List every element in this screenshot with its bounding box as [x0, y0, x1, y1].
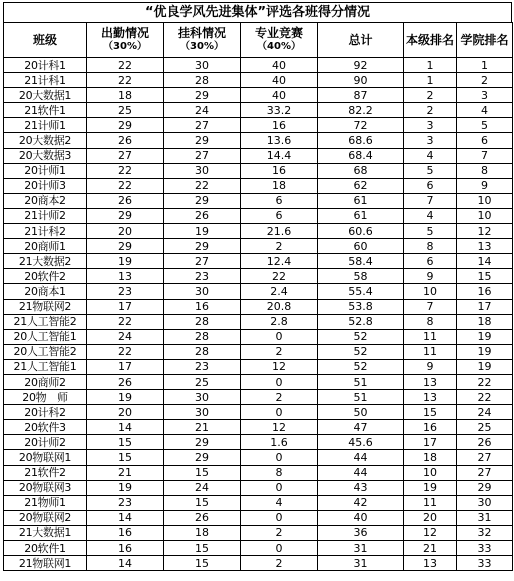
cell-fail: 23: [164, 269, 241, 284]
cell-total: 61: [318, 193, 404, 208]
cell-level-rank: 9: [404, 359, 457, 374]
cell-total: 62: [318, 178, 404, 193]
table-row: [4, 541, 513, 556]
cell-college-rank: 22: [457, 390, 513, 405]
cell-competition: 0: [241, 541, 318, 556]
table-row: [4, 284, 513, 299]
cell-competition: 6: [241, 208, 318, 223]
cell-level-rank: 17: [404, 435, 457, 450]
cell-total: 55.4: [318, 284, 404, 299]
cell-level-rank: 9: [404, 269, 457, 284]
cell-total: 87: [318, 88, 404, 103]
cell-fail: 15: [164, 495, 241, 510]
cell-competition: 13.6: [241, 133, 318, 148]
cell-competition: 40: [241, 58, 318, 73]
cell-class: 20软件1: [4, 541, 87, 556]
table-row: [4, 148, 513, 163]
table-row: [4, 299, 513, 314]
cell-total: 68: [318, 163, 404, 178]
cell-competition: 12: [241, 359, 318, 374]
cell-competition: 2: [241, 525, 318, 540]
table-row: [4, 359, 513, 374]
cell-class: 21大数据2: [4, 254, 87, 269]
cell-college-rank: 19: [457, 329, 513, 344]
cell-fail: 15: [164, 541, 241, 556]
cell-level-rank: 4: [404, 208, 457, 223]
cell-attendance: 19: [87, 254, 164, 269]
cell-class: 21计科1: [4, 73, 87, 88]
cell-attendance: 22: [87, 178, 164, 193]
header-row: [4, 23, 513, 58]
cell-attendance: 22: [87, 73, 164, 88]
cell-attendance: 20: [87, 224, 164, 239]
cell-attendance: 23: [87, 495, 164, 510]
cell-level-rank: 10: [404, 465, 457, 480]
cell-attendance: 14: [87, 556, 164, 571]
table-row: [4, 344, 513, 359]
cell-class: 21软件2: [4, 465, 87, 480]
cell-total: 58: [318, 269, 404, 284]
cell-competition: 12.4: [241, 254, 318, 269]
table-row: [4, 390, 513, 405]
cell-competition: 22: [241, 269, 318, 284]
cell-level-rank: 13: [404, 390, 457, 405]
cell-college-rank: 32: [457, 525, 513, 540]
cell-fail: 24: [164, 103, 241, 118]
table-row: [4, 465, 513, 480]
cell-competition: 14.4: [241, 148, 318, 163]
cell-fail: 29: [164, 239, 241, 254]
cell-class: 20商本1: [4, 284, 87, 299]
cell-total: 52: [318, 329, 404, 344]
cell-level-rank: 20: [404, 510, 457, 525]
cell-fail: 19: [164, 224, 241, 239]
cell-college-rank: 12: [457, 224, 513, 239]
cell-level-rank: 5: [404, 163, 457, 178]
cell-college-rank: 30: [457, 495, 513, 510]
cell-competition: 0: [241, 374, 318, 389]
sheet-title: “优良学风先进集体”评选各班得分情况: [3, 2, 512, 22]
cell-college-rank: 2: [457, 73, 513, 88]
cell-class: 20软件2: [4, 269, 87, 284]
table-row: [4, 73, 513, 88]
cell-class: 20商师1: [4, 239, 87, 254]
cell-attendance: 29: [87, 239, 164, 254]
cell-attendance: 15: [87, 435, 164, 450]
table-row: [4, 269, 513, 284]
header-college-rank: 学院排名: [457, 23, 513, 58]
cell-level-rank: 2: [404, 88, 457, 103]
cell-level-rank: 11: [404, 329, 457, 344]
cell-attendance: 27: [87, 148, 164, 163]
cell-level-rank: 1: [404, 58, 457, 73]
cell-fail: 26: [164, 510, 241, 525]
cell-total: 47: [318, 420, 404, 435]
cell-fail: 28: [164, 344, 241, 359]
cell-total: 53.8: [318, 299, 404, 314]
cell-class: 20物联网2: [4, 510, 87, 525]
cell-college-rank: 5: [457, 118, 513, 133]
cell-attendance: 14: [87, 420, 164, 435]
cell-class: 21计科2: [4, 224, 87, 239]
cell-attendance: 23: [87, 284, 164, 299]
cell-attendance: 19: [87, 480, 164, 495]
cell-college-rank: 19: [457, 359, 513, 374]
table-row: [4, 103, 513, 118]
cell-attendance: 22: [87, 163, 164, 178]
cell-class: 21物联网2: [4, 299, 87, 314]
cell-college-rank: 31: [457, 510, 513, 525]
cell-fail: 25: [164, 374, 241, 389]
cell-attendance: 29: [87, 118, 164, 133]
cell-class: 20计科2: [4, 405, 87, 420]
table-row: [4, 193, 513, 208]
cell-fail: 26: [164, 208, 241, 223]
cell-total: 44: [318, 450, 404, 465]
cell-competition: 21.6: [241, 224, 318, 239]
cell-fail: 22: [164, 178, 241, 193]
cell-fail: 30: [164, 284, 241, 299]
cell-fail: 28: [164, 314, 241, 329]
cell-competition: 2.8: [241, 314, 318, 329]
cell-class: 20商师2: [4, 374, 87, 389]
cell-class: 21人工智能2: [4, 314, 87, 329]
header-attendance-label: 出勤情况: [100, 26, 149, 40]
cell-college-rank: 27: [457, 465, 513, 480]
cell-fail: 29: [164, 450, 241, 465]
table-body: [4, 58, 513, 571]
cell-competition: 16: [241, 163, 318, 178]
cell-fail: 18: [164, 525, 241, 540]
cell-attendance: 21: [87, 465, 164, 480]
cell-college-rank: 17: [457, 299, 513, 314]
cell-level-rank: 4: [404, 148, 457, 163]
cell-competition: 0: [241, 329, 318, 344]
cell-competition: 0: [241, 480, 318, 495]
cell-attendance: 29: [87, 208, 164, 223]
cell-class: 21软件1: [4, 103, 87, 118]
cell-college-rank: 7: [457, 148, 513, 163]
cell-fail: 28: [164, 73, 241, 88]
cell-level-rank: 12: [404, 525, 457, 540]
cell-level-rank: 18: [404, 450, 457, 465]
cell-class: 20人工智能2: [4, 344, 87, 359]
cell-class: 21计师2: [4, 208, 87, 223]
cell-competition: 0: [241, 405, 318, 420]
cell-level-rank: 6: [404, 178, 457, 193]
cell-total: 60: [318, 239, 404, 254]
cell-level-rank: 19: [404, 480, 457, 495]
table-row: [4, 208, 513, 223]
cell-total: 68.4: [318, 148, 404, 163]
cell-level-rank: 11: [404, 495, 457, 510]
cell-college-rank: 18: [457, 314, 513, 329]
table-row: [4, 133, 513, 148]
cell-fail: 15: [164, 465, 241, 480]
cell-class: 20商本2: [4, 193, 87, 208]
cell-class: 21物师1: [4, 495, 87, 510]
table-row: [4, 435, 513, 450]
cell-college-rank: 22: [457, 374, 513, 389]
header-competition-label: 专业竞赛: [254, 26, 303, 40]
cell-total: 58.4: [318, 254, 404, 269]
cell-competition: 1.6: [241, 435, 318, 450]
cell-college-rank: 15: [457, 269, 513, 284]
cell-class: 21大数据1: [4, 525, 87, 540]
cell-fail: 30: [164, 163, 241, 178]
header-attendance-weight: （30%）: [103, 41, 147, 52]
cell-class: 20人工智能1: [4, 329, 87, 344]
table-row: [4, 58, 513, 73]
cell-attendance: 17: [87, 299, 164, 314]
table-row: [4, 118, 513, 133]
cell-level-rank: 21: [404, 541, 457, 556]
cell-fail: 21: [164, 420, 241, 435]
score-sheet: [3, 2, 512, 571]
table-row: [4, 510, 513, 525]
cell-competition: 2: [241, 390, 318, 405]
cell-competition: 6: [241, 193, 318, 208]
cell-level-rank: 8: [404, 314, 457, 329]
cell-total: 60.6: [318, 224, 404, 239]
cell-college-rank: 3: [457, 88, 513, 103]
table-row: [4, 525, 513, 540]
cell-fail: 27: [164, 148, 241, 163]
cell-competition: 33.2: [241, 103, 318, 118]
table-row: [4, 556, 513, 571]
cell-total: 31: [318, 556, 404, 571]
cell-level-rank: 13: [404, 374, 457, 389]
cell-fail: 24: [164, 480, 241, 495]
cell-competition: 40: [241, 73, 318, 88]
cell-total: 51: [318, 390, 404, 405]
cell-competition: 4: [241, 495, 318, 510]
table-row: [4, 224, 513, 239]
cell-level-rank: 3: [404, 133, 457, 148]
cell-level-rank: 8: [404, 239, 457, 254]
score-table: [3, 22, 513, 571]
cell-attendance: 16: [87, 525, 164, 540]
cell-level-rank: 16: [404, 420, 457, 435]
cell-class: 21人工智能1: [4, 359, 87, 374]
cell-college-rank: 13: [457, 239, 513, 254]
cell-fail: 15: [164, 556, 241, 571]
header-competition: [241, 23, 318, 58]
cell-total: 43: [318, 480, 404, 495]
cell-level-rank: 11: [404, 344, 457, 359]
cell-total: 36: [318, 525, 404, 540]
cell-class: 20大数据2: [4, 133, 87, 148]
cell-class: 20物联网3: [4, 480, 87, 495]
cell-class: 21计师1: [4, 118, 87, 133]
cell-attendance: 19: [87, 390, 164, 405]
cell-class: 20物联网1: [4, 450, 87, 465]
cell-total: 45.6: [318, 435, 404, 450]
cell-college-rank: 16: [457, 284, 513, 299]
cell-college-rank: 4: [457, 103, 513, 118]
table-row: [4, 450, 513, 465]
cell-competition: 8: [241, 465, 318, 480]
table-row: [4, 329, 513, 344]
cell-total: 90: [318, 73, 404, 88]
cell-college-rank: 10: [457, 208, 513, 223]
table-row: [4, 88, 513, 103]
cell-class: 20物 师: [4, 390, 87, 405]
header-level-rank: 本级排名: [404, 23, 457, 58]
cell-competition: 2: [241, 556, 318, 571]
cell-attendance: 14: [87, 510, 164, 525]
cell-class: 20计师2: [4, 435, 87, 450]
cell-level-rank: 7: [404, 193, 457, 208]
cell-fail: 16: [164, 299, 241, 314]
cell-fail: 30: [164, 405, 241, 420]
cell-college-rank: 27: [457, 450, 513, 465]
cell-level-rank: 7: [404, 299, 457, 314]
cell-class: 20大数据1: [4, 88, 87, 103]
header-fail: [164, 23, 241, 58]
cell-total: 52: [318, 344, 404, 359]
cell-level-rank: 15: [404, 405, 457, 420]
cell-college-rank: 14: [457, 254, 513, 269]
cell-attendance: 24: [87, 329, 164, 344]
cell-total: 82.2: [318, 103, 404, 118]
cell-total: 42: [318, 495, 404, 510]
table-row: [4, 239, 513, 254]
cell-total: 52.8: [318, 314, 404, 329]
cell-class: 20计师1: [4, 163, 87, 178]
header-fail-label: 挂科情况: [177, 26, 226, 40]
cell-competition: 0: [241, 450, 318, 465]
cell-fail: 29: [164, 193, 241, 208]
cell-total: 92: [318, 58, 404, 73]
cell-college-rank: 9: [457, 178, 513, 193]
cell-level-rank: 1: [404, 73, 457, 88]
cell-competition: 18: [241, 178, 318, 193]
cell-fail: 29: [164, 88, 241, 103]
cell-fail: 27: [164, 118, 241, 133]
cell-class: 20软件3: [4, 420, 87, 435]
cell-competition: 20.8: [241, 299, 318, 314]
cell-fail: 30: [164, 58, 241, 73]
cell-attendance: 22: [87, 314, 164, 329]
cell-attendance: 25: [87, 103, 164, 118]
table-row: [4, 254, 513, 269]
cell-total: 68.6: [318, 133, 404, 148]
cell-fail: 28: [164, 329, 241, 344]
cell-fail: 23: [164, 359, 241, 374]
cell-attendance: 20: [87, 405, 164, 420]
cell-level-rank: 5: [404, 224, 457, 239]
cell-competition: 12: [241, 420, 318, 435]
table-row: [4, 495, 513, 510]
cell-total: 40: [318, 510, 404, 525]
cell-competition: 0: [241, 510, 318, 525]
cell-fail: 30: [164, 390, 241, 405]
cell-class: 20大数据3: [4, 148, 87, 163]
cell-total: 52: [318, 359, 404, 374]
table-row: [4, 405, 513, 420]
cell-college-rank: 33: [457, 556, 513, 571]
cell-class: 21物联网1: [4, 556, 87, 571]
header-attendance: [87, 23, 164, 58]
cell-college-rank: 33: [457, 541, 513, 556]
cell-total: 50: [318, 405, 404, 420]
cell-attendance: 26: [87, 374, 164, 389]
cell-attendance: 16: [87, 541, 164, 556]
table-row: [4, 480, 513, 495]
cell-attendance: 22: [87, 58, 164, 73]
cell-total: 61: [318, 208, 404, 223]
header-total: 总计: [318, 23, 404, 58]
cell-competition: 2: [241, 344, 318, 359]
cell-college-rank: 10: [457, 193, 513, 208]
cell-class: 20计科1: [4, 58, 87, 73]
cell-college-rank: 29: [457, 480, 513, 495]
cell-attendance: 22: [87, 344, 164, 359]
cell-college-rank: 19: [457, 344, 513, 359]
cell-level-rank: 10: [404, 284, 457, 299]
header-competition-weight: （40%）: [257, 41, 301, 52]
cell-level-rank: 13: [404, 556, 457, 571]
cell-attendance: 18: [87, 88, 164, 103]
cell-class: 20计师3: [4, 178, 87, 193]
cell-total: 72: [318, 118, 404, 133]
cell-competition: 2: [241, 239, 318, 254]
cell-college-rank: 24: [457, 405, 513, 420]
table-row: [4, 374, 513, 389]
header-class: 班级: [4, 23, 87, 58]
cell-competition: 16: [241, 118, 318, 133]
cell-total: 44: [318, 465, 404, 480]
cell-fail: 29: [164, 133, 241, 148]
cell-competition: 2.4: [241, 284, 318, 299]
cell-total: 31: [318, 541, 404, 556]
cell-attendance: 13: [87, 269, 164, 284]
cell-fail: 27: [164, 254, 241, 269]
cell-level-rank: 2: [404, 103, 457, 118]
cell-attendance: 17: [87, 359, 164, 374]
cell-competition: 40: [241, 88, 318, 103]
cell-attendance: 15: [87, 450, 164, 465]
cell-college-rank: 25: [457, 420, 513, 435]
table-row: [4, 163, 513, 178]
cell-college-rank: 1: [457, 58, 513, 73]
cell-college-rank: 26: [457, 435, 513, 450]
cell-level-rank: 6: [404, 254, 457, 269]
cell-college-rank: 6: [457, 133, 513, 148]
cell-attendance: 26: [87, 133, 164, 148]
cell-fail: 29: [164, 435, 241, 450]
cell-attendance: 26: [87, 193, 164, 208]
table-row: [4, 178, 513, 193]
cell-total: 51: [318, 374, 404, 389]
table-row: [4, 314, 513, 329]
cell-level-rank: 3: [404, 118, 457, 133]
header-fail-weight: （30%）: [180, 41, 224, 52]
cell-college-rank: 8: [457, 163, 513, 178]
table-row: [4, 420, 513, 435]
